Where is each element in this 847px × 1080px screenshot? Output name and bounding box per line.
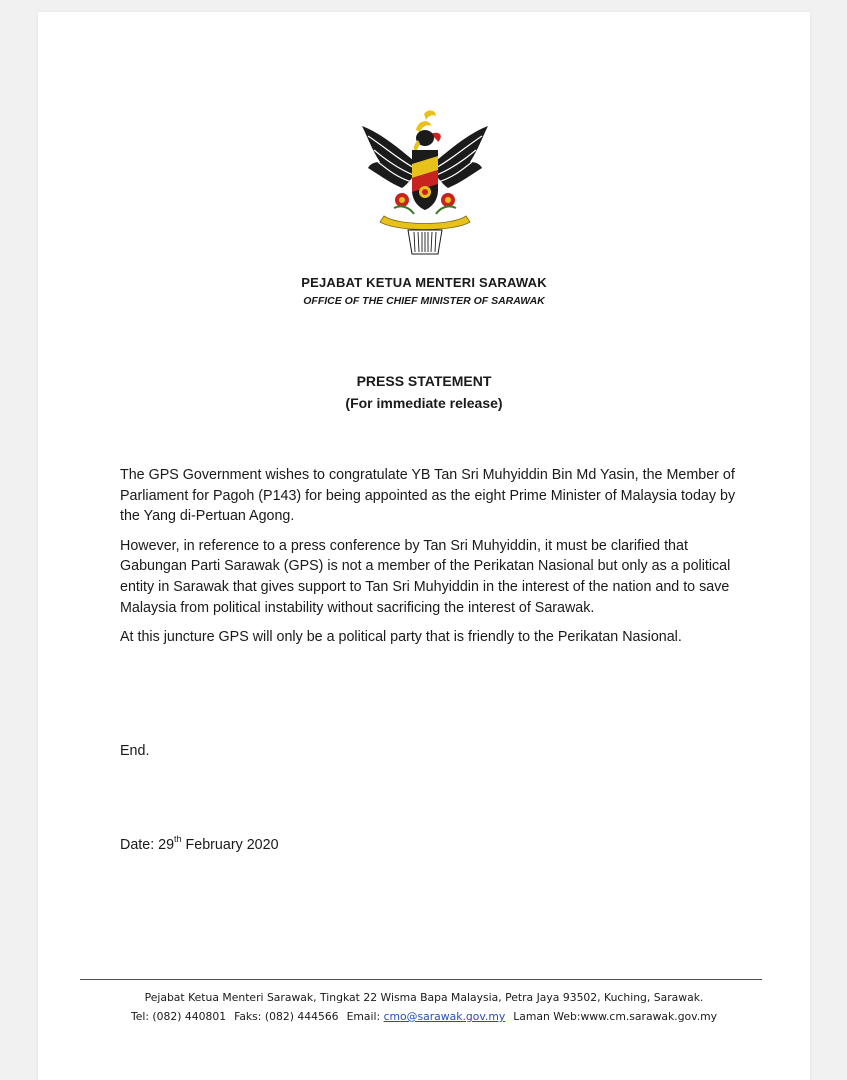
statement-title: PRESS STATEMENT [356,373,492,389]
document-page [38,12,810,1080]
office-name-english: OFFICE OF THE CHIEF MINISTER OF SARAWAK [303,295,545,307]
body-paragraph: The GPS Government wishes to congratulate YB Tan Sri Muhyiddin Bin Md Yasin, the Member of Parliament for Pagoh (P143) for being appointed as the eight Prime Minister of Malaysia today by the Yang di-Pertuan Agong. [120,467,736,525]
date-rest: February 2020 [181,836,279,853]
statement-date [120,835,279,853]
footer-tel: Tel: (082) 440801 [130,1010,227,1023]
body-paragraph: However, in reference to a press conference by Tan Sri Muhyiddin, it must be clarified that Gabungan Parti Sarawak (GPS) is not a member of the Perikatan Nasional but only as a political entity in Sarawak that gives support to Tan Sri Muhyiddin in the interest of the nation and to save Malaysia from political instability without sacrificing the interest of Sarawak. [120,537,731,616]
date-ordinal: th [174,834,182,844]
closing-text: End. [120,743,150,759]
footer-web: Laman Web:www.cm.sarawak.gov.my [513,1010,718,1023]
statement-subtitle: (For immediate release) [345,395,503,411]
footer-fax: Faks: (082) 444566 [234,1010,339,1023]
footer-address: Pejabat Ketua Menteri Sarawak, Tingkat 22 Wisma Bapa Malaysia, Petra Jaya 93502, Kuching, Sarawak. [144,991,704,1004]
footer-divider [80,979,762,980]
sarawak-coat-of-arms-icon [358,104,492,262]
date-label: Date: 29 [120,836,175,853]
footer-email-link[interactable]: cmo@sarawak.gov.my [383,1010,506,1023]
footer-contacts [38,1010,810,1023]
statement-body [120,465,736,657]
office-name-malay: PEJABAT KETUA MENTERI SARAWAK [301,275,547,290]
body-paragraph: At this juncture GPS will only be a political party that is friendly to the Perikatan Nasional. [120,629,682,646]
footer-email-label: Email: [346,1010,381,1023]
